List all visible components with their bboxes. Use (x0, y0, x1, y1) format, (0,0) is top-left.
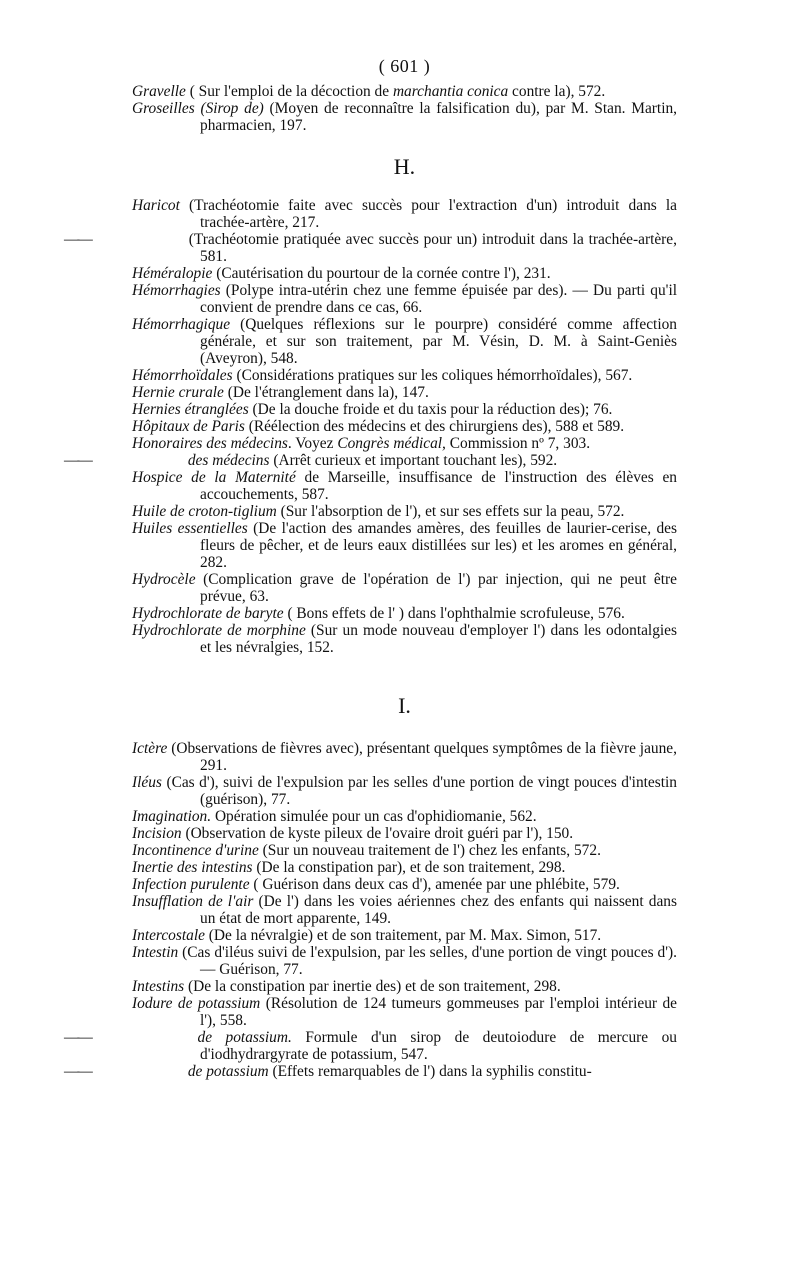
entry-term: Groseilles (Sirop de) (132, 100, 264, 117)
entry-term: Gravelle (132, 83, 186, 100)
index-entry (132, 83, 677, 100)
index-entry (64, 1063, 677, 1080)
entry-text: (Complication grave de l'opération de l') par injection, qui ne peut être prévue, 63. (195, 571, 677, 605)
entry-text: (De la douche froide et du taxis pour la réduction des); 76. (248, 401, 613, 418)
index-entry (132, 605, 677, 622)
index-entry (132, 469, 677, 503)
index-entry (132, 503, 677, 520)
entry-text: (Résolution de 124 tumeurs gommeuses par l'emploi intérieur de l'), 558. (200, 995, 678, 1029)
entry-term: Inertie des intestins (132, 859, 253, 876)
entry-term: Huile de croton-tiglium (132, 503, 277, 520)
index-entry (132, 401, 677, 418)
entry-text: (Sur un nouveau traitement de l') chez les enfants, 572. (258, 842, 601, 859)
ditto-dash: —— (64, 1029, 91, 1046)
entry-term: Hernie crurale (132, 384, 224, 401)
entry-text: (De l'action des amandes amères, des feuilles de laurier-cerise, des fleurs de pêcher, et de leurs eaux distillées sur les) et les aromes en général, 282. (200, 520, 677, 571)
index-entry (132, 978, 677, 995)
entry-term: Haricot (132, 197, 180, 214)
entry-term: Iléus (132, 774, 162, 791)
ditto-dash: —— (64, 452, 91, 469)
entry-term: Insufflation de l'air (132, 893, 254, 910)
index-entry (132, 876, 677, 893)
entry-text: ( Sur l'emploi de la décoction de (185, 83, 393, 100)
entry-text: Commission nº 7, 303. (445, 435, 591, 452)
entry-text: (Cautérisation du pourtour de la cornée contre l'), 231. (212, 265, 551, 282)
entry-term: Hémorrhagique (132, 316, 231, 333)
entry-term: Incontinence d'urine (132, 842, 259, 859)
entry-term: Infection purulente (132, 876, 250, 893)
entry-text: (Cas d'iléus suivi de l'expulsion, par les selles, d'une portion de vingt pouces d'). — Guérison, 77. (178, 944, 677, 978)
entry-text: (Sur l'absorption de l'), et sur ses effets sur la peau, 572. (276, 503, 625, 520)
entry-text: Opération simulée pour un cas d'ophidiomanie, 562. (211, 808, 537, 825)
entry-text: (Arrêt curieux et important touchant les), 592. (269, 452, 558, 469)
entry-text: (De la constipation par), et de son traitement, 298. (252, 859, 566, 876)
index-entry (132, 944, 677, 978)
entry-text: de Marseille, insuffisance de l'instruction des élèves en accouchements, 587. (200, 469, 677, 503)
entry-term: Hydrocèle (132, 571, 196, 588)
entry-term: Ictère (132, 740, 168, 757)
entry-term: Iodure de potassium (132, 995, 261, 1012)
entry-term: Intestin (132, 944, 179, 961)
entry-text: (Trachéotomie pratiquée avec succès pour un) introduit dans la trachée-artère, 581. (188, 231, 677, 265)
entry-term: Hospice de la Maternité (132, 469, 296, 486)
entry-term: Hémorrhoïdales (132, 367, 233, 384)
index-entry (64, 231, 677, 265)
entry-text: (De l') dans les voies aériennes chez des enfants qui naissent dans un état de mort apparente, 149. (200, 893, 677, 927)
entry-term: marchantia conica (392, 83, 509, 100)
entry-term: Hernies étranglées (132, 401, 249, 418)
index-entry (132, 995, 677, 1029)
index-entry (132, 893, 677, 927)
ditto-dash: —— (64, 1063, 91, 1080)
entry-text: (Sur un mode nouveau d'employer l') dans les odontalgies et les névralgies, 152. (200, 622, 677, 656)
entry-term: Honoraires des médecins (132, 435, 288, 452)
index-entry (132, 927, 677, 944)
entry-term: Hydrochlorate de baryte (132, 605, 284, 622)
page-number: ( 601 ) (378, 56, 431, 76)
entry-term: Hydrochlorate de morphine (132, 622, 306, 639)
entry-term: de potassium. (197, 1029, 292, 1046)
index-entry (132, 740, 677, 774)
index-entry (132, 774, 677, 808)
index-entry (132, 859, 677, 876)
index-entry (132, 520, 677, 571)
entry-text: contre la), 572. (508, 83, 606, 100)
entry-text: (De la constipation par inertie des) et de son traitement, 298. (184, 978, 561, 995)
index-entry (132, 808, 677, 825)
section-letter: I. (398, 693, 411, 718)
entry-term: Héméralopie (132, 265, 213, 282)
entry-text: (Trachéotomie faite avec succès pour l'extraction d'un) introduit dans la trachée-artère, 217. (179, 197, 677, 231)
index-page (64, 56, 678, 1080)
entry-text: Formule d'un sirop de deutoiodure de mercure ou d'iodhydrargyrate de potassium, 547. (200, 1029, 677, 1063)
entry-text: (De l'étranglement dans la), 147. (223, 384, 429, 401)
index-entry (132, 418, 677, 435)
index-entry (132, 367, 677, 384)
entry-text: . Voyez (287, 435, 338, 452)
entry-term: Huiles essentielles (132, 520, 248, 537)
index-entry (64, 452, 677, 469)
entry-text: (Réélection des médecins et des chirurgiens des), 588 et 589. (244, 418, 625, 435)
index-entry (132, 282, 677, 316)
entry-text: (Considérations pratiques sur les coliques hémorrhoïdales), 567. (232, 367, 633, 384)
index-entry (132, 842, 677, 859)
entry-term: Incision (132, 825, 182, 842)
index-entry (132, 100, 677, 134)
section-letter: H. (393, 154, 416, 179)
index-entry (132, 265, 677, 282)
entry-text: ( Bons effets de l' ) dans l'ophthalmie scrofuleuse, 576. (283, 605, 625, 622)
entry-text: (Quelques réflexions sur le pourpre) considéré comme affection générale, et sur son traitement, par M. Vésin, D. M. à Saint-Geniès (Aveyron), 548. (200, 316, 677, 367)
entry-text: ( Guérison dans deux cas d'), amenée par une phlébite, 579. (249, 876, 620, 893)
index-entry (64, 1029, 677, 1063)
entry-term: Congrès médical, (337, 435, 446, 452)
index-entry (132, 197, 677, 231)
entry-text: (Cas d'), suivi de l'expulsion par les selles d'une portion de vingt pouces d'intestin (guérison), 77. (161, 774, 677, 808)
index-entry (132, 435, 677, 452)
entry-text: (Observation de kyste pileux de l'ovaire droit guéri par l'), 150. (181, 825, 574, 842)
entry-text: (De la névralgie) et de son traitement, par M. Max. Simon, 517. (204, 927, 602, 944)
entry-text: (Polype intra-utérin chez une femme épuisée par des). — Du parti qu'il convient de prendre dans ce cas, 66. (200, 282, 677, 316)
ditto-dash: —— (64, 231, 91, 248)
entry-term: Imagination. (132, 808, 212, 825)
entry-term: Intestins (132, 978, 185, 995)
index-entry (132, 622, 677, 656)
entry-term: Hémorrhagies (132, 282, 221, 299)
entry-term: Hôpitaux de Paris (132, 418, 245, 435)
index-entry (132, 825, 677, 842)
index-entry (132, 316, 677, 367)
entry-term: de potassium (187, 1063, 269, 1080)
entry-term: Intercostale (132, 927, 205, 944)
entry-text: (Observations de fièvres avec), présentant quelques symptômes de la fièvre jaune, 291. (167, 740, 677, 774)
index-entry (132, 384, 677, 401)
index-entry (132, 571, 677, 605)
entry-text: (Effets remarquables de l') dans la syphilis constitu- (268, 1063, 592, 1080)
index-sections (64, 83, 678, 1080)
entry-text: (Moyen de reconnaître la falsification du), par M. Stan. Martin, pharmacien, 197. (200, 100, 678, 134)
entry-term: des médecins (187, 452, 270, 469)
